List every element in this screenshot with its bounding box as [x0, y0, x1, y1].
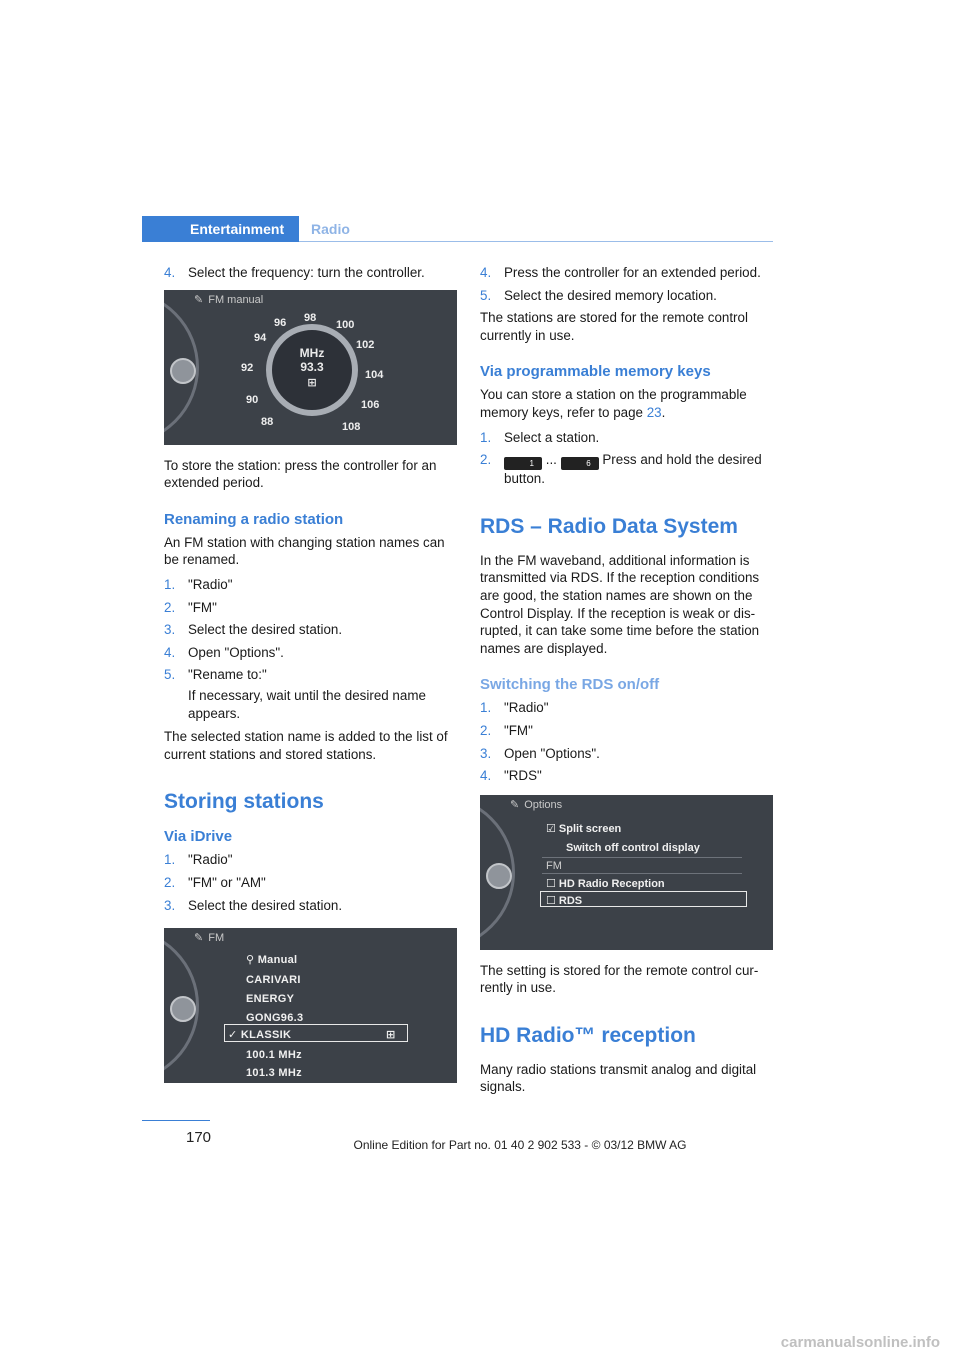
list-item: 5. Select the desired memory location. — [480, 287, 717, 303]
scale-label: 92 — [241, 361, 254, 374]
page-header — [142, 216, 773, 243]
chapter-heading: RDS – Radio Data System — [480, 514, 738, 538]
checkbox-icon: ☐ — [546, 877, 559, 890]
section-heading: Via programmable memory keys — [480, 363, 711, 381]
edition-footer: Online Edition for Part no. 01 40 2 902 533 - © 03/12 BMW AG — [353, 1138, 687, 1152]
section-heading: Via iDrive — [164, 828, 233, 846]
group-label: FM — [546, 859, 562, 872]
scale-label: 106 — [361, 398, 380, 411]
controller-knob — [486, 863, 512, 889]
fm-manual-screenshot — [164, 290, 457, 445]
list-item: 1. "Radio" — [164, 576, 233, 592]
paragraph: You can store a station on the programmable memory keys, refer to page 23. — [480, 387, 747, 420]
wrench-icon: ✎ — [510, 798, 520, 811]
list-item: 3. Open "Options". — [480, 745, 600, 761]
list-item: 1. "Radio" — [164, 852, 233, 868]
step-text: Select the frequency: turn the controller. — [188, 265, 425, 280]
memory-key-1-icon: 1 — [504, 457, 542, 470]
scale-label: 102 — [356, 338, 375, 351]
screen-title: ✎ FM manual — [194, 293, 264, 306]
subsection-tab: Radio — [311, 221, 350, 237]
list-item: ✓ KLASSIK — [228, 1029, 292, 1042]
step-number: 4. — [164, 265, 176, 280]
list-item: 100.1 MHz — [246, 1049, 302, 1062]
paragraph: Many radio stations transmit analog and digital signals. — [480, 1061, 757, 1095]
paragraph: An FM station with changing station names can be renamed. — [164, 534, 445, 568]
left-column — [164, 264, 457, 1095]
list-item: 2. "FM" — [164, 599, 217, 615]
list-item: 5. "Rename to:" — [164, 667, 267, 683]
watermark: carmanualsonline.info — [780, 1334, 940, 1351]
scale-label: 108 — [342, 420, 361, 433]
scale-label: 100 — [336, 318, 355, 331]
scale-label: 88 — [261, 415, 274, 428]
frequency-dial — [266, 324, 358, 416]
chapter-heading: Storing stations — [164, 790, 324, 814]
scale-label: 104 — [365, 368, 384, 381]
screen-title: ✎ FM — [194, 932, 225, 945]
wrench-icon: ✎ — [194, 932, 204, 945]
scale-label: 94 — [254, 331, 267, 344]
paragraph: In the FM waveband, additional information is transmitted via RDS. If the reception conditions are good, the station names are shown on the Control Display. If the reception is weak or dis-rupted, it can take some time before the station names are displayed. — [480, 552, 760, 656]
screen-title: ✎ Options — [510, 798, 563, 811]
section-heading: Switching the RDS on/off — [480, 676, 660, 694]
step-note: If necessary, wait until the desired name appears. — [188, 687, 426, 721]
list-item: 2. "FM" — [480, 722, 533, 738]
page-link[interactable]: 23 — [646, 404, 662, 420]
fm-station-list-screenshot — [164, 928, 457, 1083]
list-item: ENERGY — [246, 993, 295, 1006]
list-item — [164, 264, 457, 282]
list-item: 3. Select the desired station. — [164, 897, 343, 913]
list-item: 4. "RDS" — [480, 768, 542, 784]
search-icon: ⚲ — [246, 954, 258, 967]
paragraph: The setting is stored for the remote control cur-rently in use. — [480, 962, 759, 996]
frequency-value: 93.3 — [300, 359, 324, 374]
section-heading: Renaming a radio station — [164, 510, 344, 528]
divider — [542, 857, 742, 858]
chapter-heading: HD Radio™ reception — [480, 1023, 696, 1047]
checkmark-icon: ✓ — [228, 1029, 241, 1042]
list-item: 2. 1 ... 6 Press and hold the desired button. — [480, 452, 762, 487]
list-item: CARIVARI — [246, 974, 301, 987]
list-item: GONG96.3 — [246, 1012, 304, 1025]
store-icon: ⊞ — [307, 376, 317, 389]
controller-knob — [170, 358, 196, 384]
list-item: 101.3 MHz — [246, 1067, 302, 1080]
page-number: 170 — [142, 1120, 210, 1121]
checkbox-icon: ☐ — [546, 894, 559, 907]
wrench-icon: ✎ — [194, 293, 204, 306]
store-icon: ⊞ — [386, 1029, 396, 1042]
controller-knob — [170, 996, 196, 1022]
list-item: Switch off control display — [566, 841, 700, 854]
options-screenshot — [480, 795, 773, 950]
checked-icon: ☑ — [546, 822, 559, 835]
list-item: 3. Select the desired station. — [164, 622, 343, 638]
scale-label: 96 — [274, 316, 287, 329]
scale-label: 98 — [304, 311, 317, 324]
header-rule — [299, 241, 773, 242]
memory-key-6-icon: 6 — [561, 457, 599, 470]
list-item: 2. "FM" or "AM" — [164, 874, 266, 890]
paragraph: The stations are stored for the remote control currently in use. — [480, 310, 748, 343]
right-column — [480, 264, 773, 1103]
divider — [542, 873, 742, 874]
frequency-unit: MHz — [299, 345, 325, 360]
scale-label: 90 — [246, 393, 259, 406]
list-item: 1. Select a station. — [480, 429, 600, 445]
list-item: 4. Open "Options". — [164, 644, 284, 660]
list-item: 4. Press the controller for an extended period. — [480, 265, 761, 280]
paragraph: To store the station: press the controller for an extended period. — [164, 457, 437, 491]
list-item: ⚲ Manual — [246, 954, 298, 967]
list-item: ☑ Split screen — [546, 822, 622, 835]
paragraph: The selected station name is added to the list of current stations and stored stations. — [164, 729, 448, 762]
list-item: ☐ RDS — [546, 894, 583, 907]
list-item: 1. "Radio" — [480, 700, 549, 716]
section-tab: Entertainment — [142, 216, 299, 242]
list-item: ☐ HD Radio Reception — [546, 877, 665, 890]
